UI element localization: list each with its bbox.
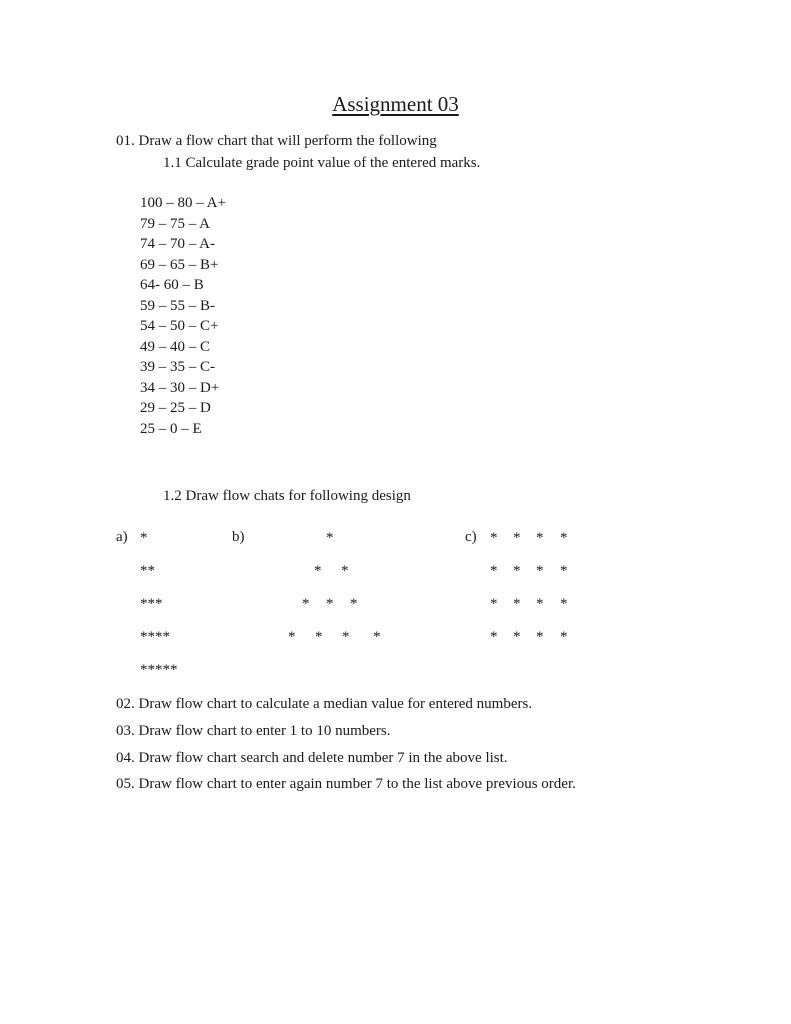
grade-row: 29 – 25 – D	[140, 400, 211, 416]
pattern-c-star: *	[536, 596, 544, 612]
pattern-b-star: *	[342, 629, 350, 645]
pattern-a-row: ****	[140, 629, 170, 645]
pattern-c-star: *	[490, 629, 498, 645]
question-2: 02. Draw flow chart to calculate a median value for entered numbers.	[116, 696, 533, 712]
pattern-c-star: *	[513, 563, 521, 579]
grade-row: 79 – 75 – A	[140, 216, 211, 232]
pattern-b-star: *	[326, 596, 334, 612]
pattern-a-row: *	[140, 530, 148, 546]
grade-row: 25 – 0 – E	[140, 421, 202, 437]
grade-row: 74 – 70 – A-	[140, 236, 215, 252]
question-1-2: 1.2 Draw flow chats for following design	[163, 488, 411, 504]
pattern-c-star: *	[536, 629, 544, 645]
grade-row: 39 – 35 – C-	[140, 359, 215, 375]
pattern-b-star: *	[315, 629, 323, 645]
pattern-a-label: a)	[116, 529, 128, 545]
pattern-c-star: *	[490, 596, 498, 612]
pattern-b-label: b)	[232, 529, 245, 545]
pattern-b-star: *	[350, 596, 358, 612]
page-title: Assignment 03	[332, 92, 459, 116]
grade-row: 59 – 55 – B-	[140, 298, 215, 314]
grade-row: 100 – 80 – A+	[140, 195, 226, 211]
grade-row: 69 – 65 – B+	[140, 257, 219, 273]
grade-row: 49 – 40 – C	[140, 339, 211, 355]
pattern-b-star: *	[288, 629, 296, 645]
pattern-c-label: c)	[465, 529, 477, 545]
grade-row: 34 – 30 – D+	[140, 380, 220, 396]
pattern-c-star: *	[513, 530, 521, 546]
grade-row: 54 – 50 – C+	[140, 318, 219, 334]
pattern-c-star: *	[560, 596, 568, 612]
pattern-a-row: ***	[140, 596, 163, 612]
pattern-c-star: *	[490, 530, 498, 546]
question-5: 05. Draw flow chart to enter again number 7 to the list above previous order.	[116, 776, 576, 792]
pattern-a-row: **	[140, 563, 155, 579]
pattern-c-star: *	[560, 530, 568, 546]
pattern-c-star: *	[536, 530, 544, 546]
question-3: 03. Draw flow chart to enter 1 to 10 numbers.	[116, 723, 391, 739]
pattern-b-star: *	[341, 563, 349, 579]
pattern-b-star: *	[326, 530, 334, 546]
question-1-1: 1.1 Calculate grade point value of the entered marks.	[163, 155, 481, 171]
pattern-c-star: *	[560, 629, 568, 645]
pattern-b-star: *	[373, 629, 381, 645]
pattern-b-star: *	[302, 596, 310, 612]
pattern-c-star: *	[536, 563, 544, 579]
pattern-c-star: *	[560, 563, 568, 579]
question-1-intro: 01. Draw a flow chart that will perform the following	[116, 133, 437, 149]
pattern-b-star: *	[314, 563, 322, 579]
pattern-a-row: *****	[140, 662, 178, 678]
pattern-c-star: *	[513, 629, 521, 645]
pattern-c-star: *	[490, 563, 498, 579]
pattern-c-star: *	[513, 596, 521, 612]
grade-row: 64- 60 – B	[140, 277, 204, 293]
question-4: 04. Draw flow chart search and delete number 7 in the above list.	[116, 750, 508, 766]
